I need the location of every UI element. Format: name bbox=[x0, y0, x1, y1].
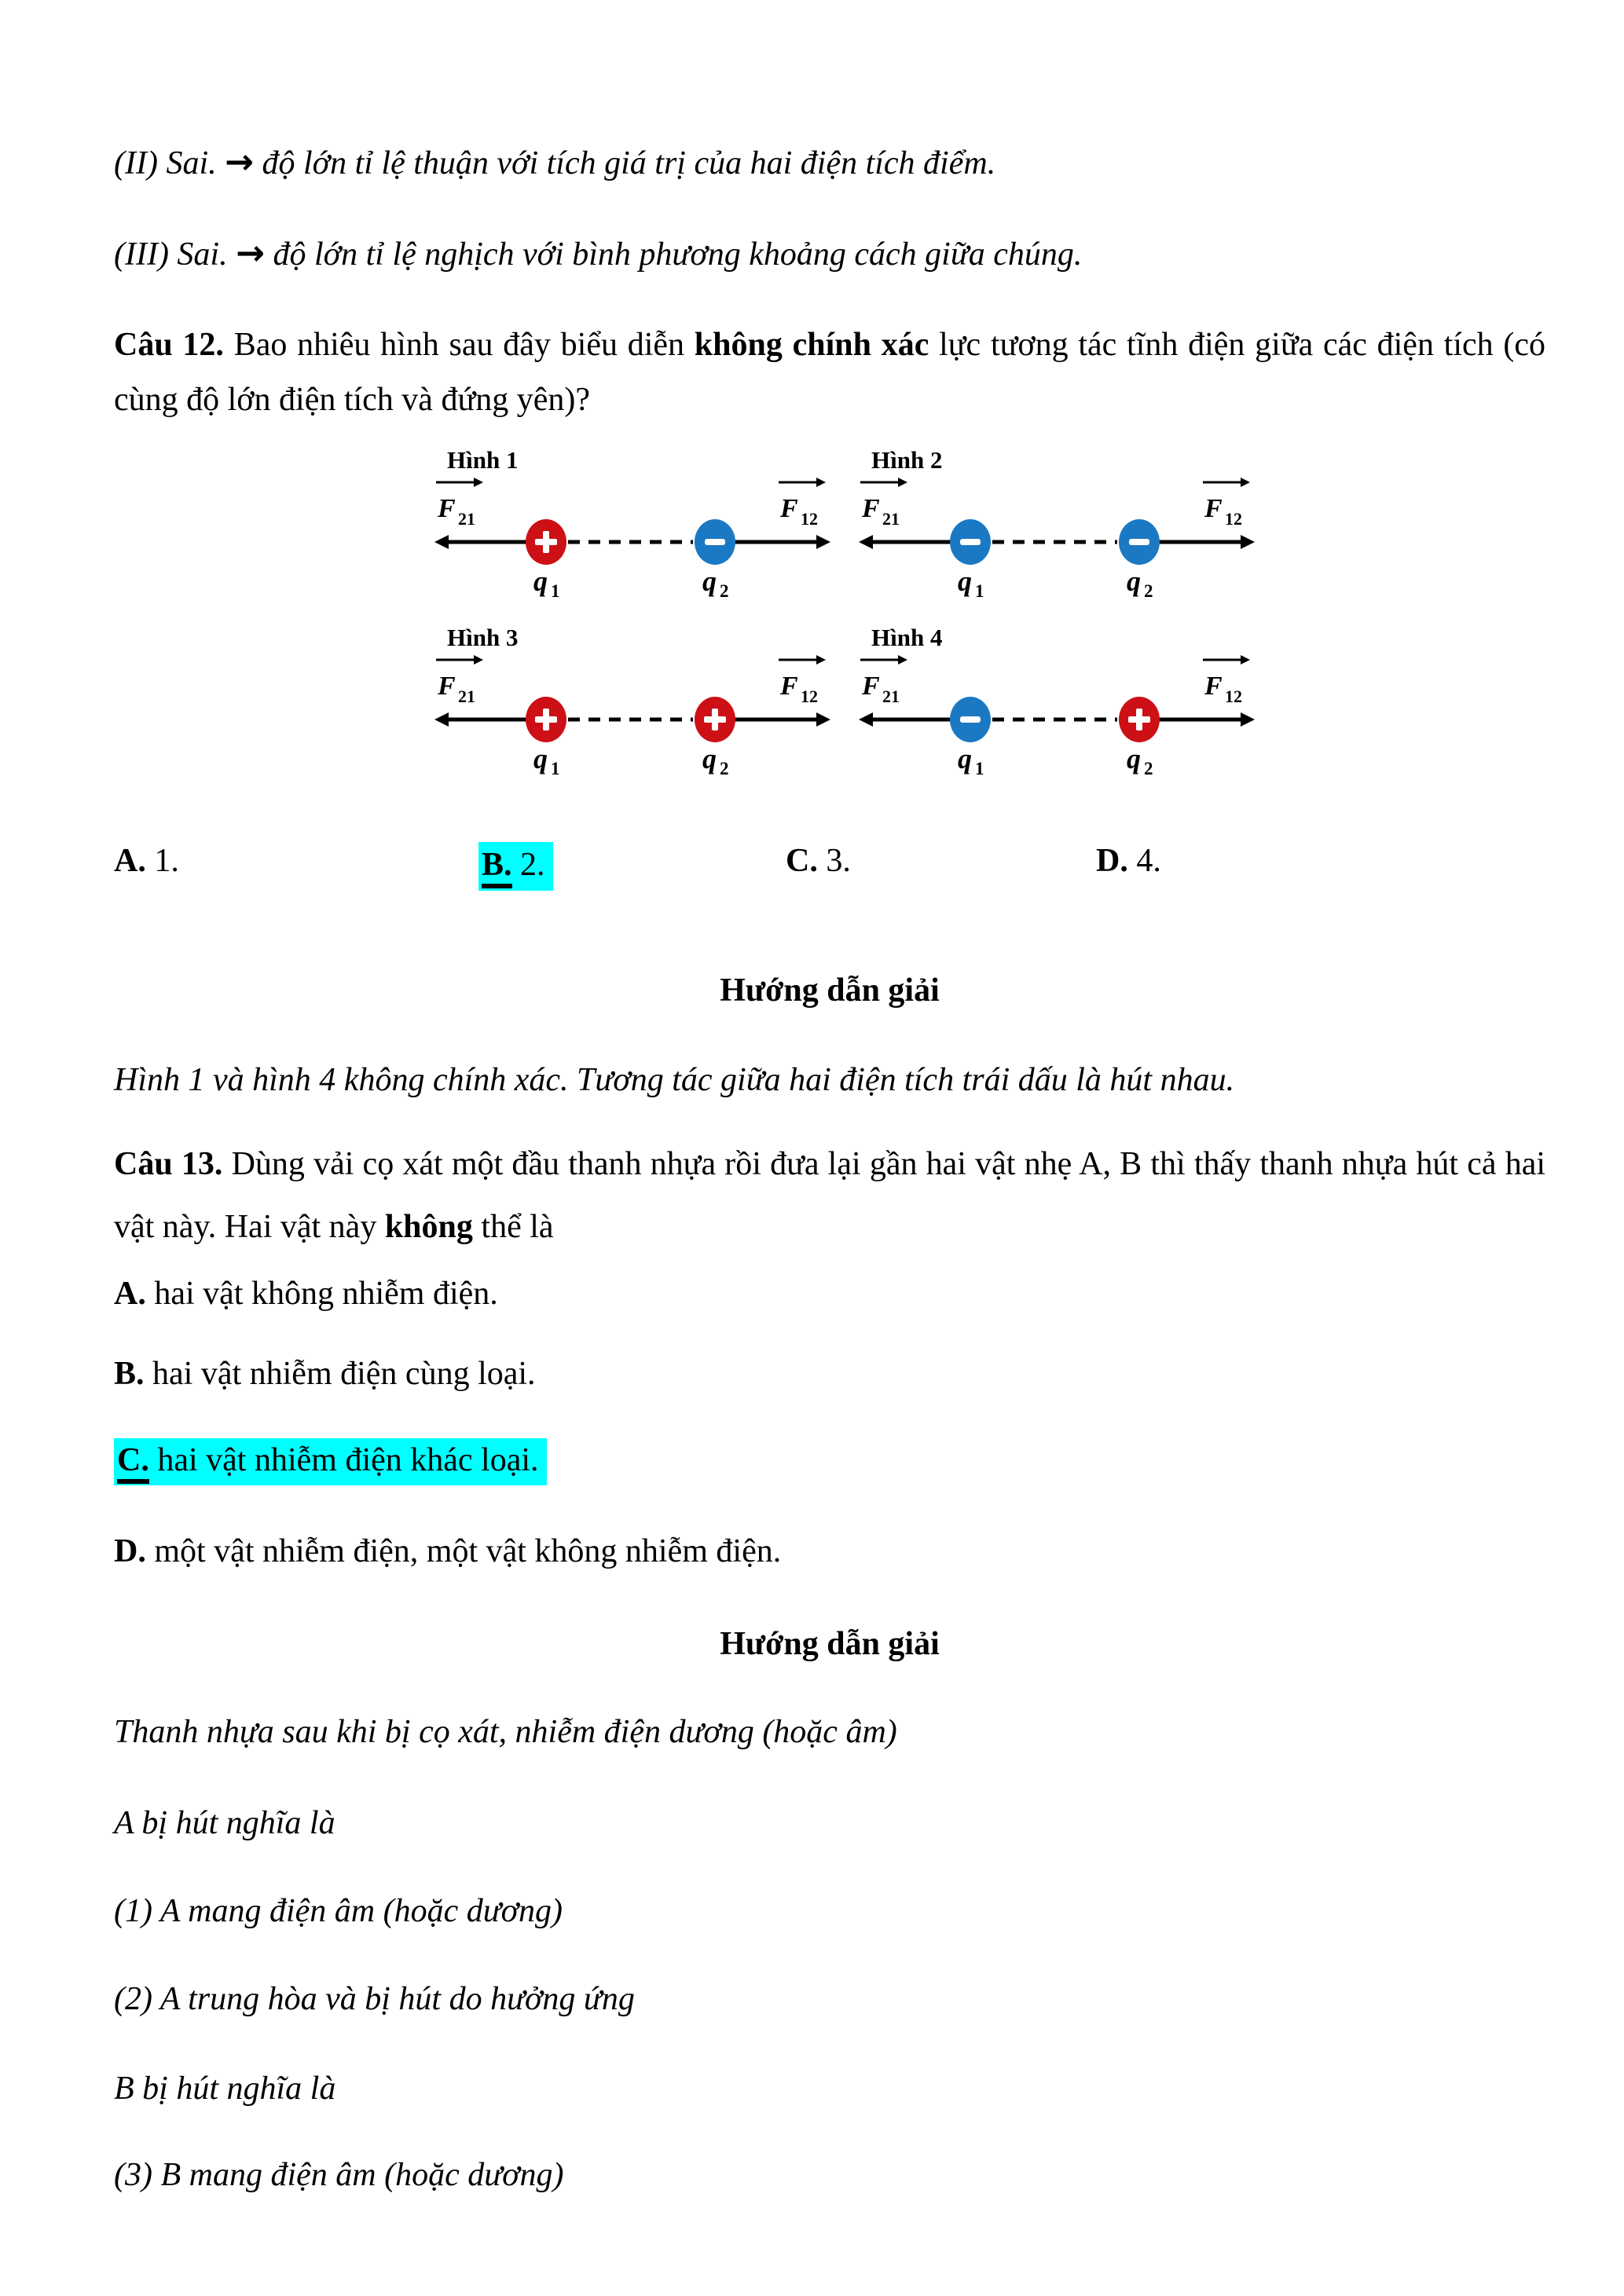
option-text: hai vật nhiễm điện cùng loại. bbox=[152, 1356, 536, 1392]
question-13-after: thể là bbox=[481, 1209, 554, 1245]
charge-label bbox=[702, 743, 729, 776]
force-arrow-right bbox=[1158, 712, 1255, 727]
svg-text:F: F bbox=[780, 494, 798, 523]
q12-option-a bbox=[114, 842, 179, 880]
q12-option-c bbox=[786, 842, 851, 880]
q13-solution-line-6: (3) B mang điện âm (hoặc dương) bbox=[114, 2157, 564, 2193]
plus-sign-icon bbox=[1136, 709, 1142, 731]
svg-text:21: 21 bbox=[882, 687, 900, 706]
solution-heading-2: Hướng dẫn giải bbox=[720, 1626, 940, 1662]
solution-note-iii bbox=[114, 226, 1545, 282]
q12-option-b bbox=[478, 842, 553, 891]
force-f12-label bbox=[779, 478, 826, 529]
subfigure-title: Hình 2 bbox=[871, 446, 943, 474]
subfigure-title: Hình 4 bbox=[871, 624, 943, 651]
force-f21-label bbox=[860, 478, 907, 529]
force-f12-label bbox=[779, 655, 826, 706]
force-arrow-right bbox=[1158, 535, 1255, 549]
option-text: 4. bbox=[1136, 843, 1161, 879]
q13-solution-line-3: (1) A mang điện âm (hoặc dương) bbox=[114, 1893, 563, 1929]
force-arrow-left bbox=[434, 535, 527, 549]
question-12-after: lực tương tác tĩnh điện giữa các điện tích (có cùng độ lớn điện tích và đứng yên)? bbox=[114, 327, 1546, 418]
q13-option-a bbox=[114, 1266, 1545, 1321]
svg-text:q: q bbox=[702, 566, 717, 597]
svg-text:F: F bbox=[438, 494, 456, 523]
question-13-text bbox=[114, 1133, 1545, 1258]
svg-text:F: F bbox=[862, 672, 880, 701]
svg-text:q: q bbox=[533, 566, 548, 597]
q13-solution-line-2: A bị hút nghĩa là bbox=[114, 1805, 335, 1841]
q12-solution-text: Hình 1 và hình 4 không chính xác. Tương tác giữa hai điện tích trái dấu là hút nhau. bbox=[114, 1062, 1235, 1098]
svg-text:F: F bbox=[438, 672, 456, 701]
charge-label bbox=[702, 566, 729, 599]
svg-text:q: q bbox=[958, 743, 972, 774]
svg-text:1: 1 bbox=[975, 581, 984, 599]
option-text: 3. bbox=[826, 843, 851, 879]
q13-solution-line-1: Thanh nhựa sau khi bị cọ xát, nhiễm điện dương (hoặc âm) bbox=[114, 1714, 897, 1750]
svg-text:F: F bbox=[862, 494, 880, 523]
svg-text:q: q bbox=[533, 743, 548, 774]
option-letter: B. bbox=[482, 847, 512, 888]
q13-option-d bbox=[114, 1524, 1545, 1579]
svg-text:12: 12 bbox=[801, 509, 818, 529]
q12-option-d bbox=[1096, 842, 1161, 880]
question-12-emphasis: không chính xác bbox=[694, 327, 929, 363]
question-13-before: Dùng vải cọ xát một đầu thanh nhựa rồi đưa lại gần hai vật nhẹ A, B thì thấy thanh nhựa hút cả hai vật này. Hai vật này bbox=[114, 1146, 1546, 1245]
q12-answer-row bbox=[114, 842, 1545, 905]
figure-hinh-3 bbox=[428, 611, 837, 776]
right-arrow-icon: → bbox=[236, 233, 265, 273]
svg-text:2: 2 bbox=[1144, 759, 1153, 776]
svg-text:F: F bbox=[780, 672, 798, 701]
option-letter: D. bbox=[114, 1533, 146, 1569]
svg-text:21: 21 bbox=[882, 509, 900, 529]
q13-solution-line-4: (2) A trung hòa và bị hút do hưởng ứng bbox=[114, 1981, 635, 2017]
force-f12-label bbox=[1203, 655, 1250, 706]
svg-text:2: 2 bbox=[720, 581, 729, 599]
svg-text:12: 12 bbox=[1225, 687, 1242, 706]
question-12-label: Câu 12. bbox=[114, 327, 224, 363]
question-12-before: Bao nhiêu hình sau đây biểu diễn bbox=[233, 327, 685, 363]
plus-sign-icon bbox=[543, 531, 549, 553]
option-letter: A. bbox=[114, 1276, 146, 1312]
question-13-emphasis: không bbox=[384, 1209, 473, 1245]
option-letter: A. bbox=[114, 843, 146, 879]
option-text: 1. bbox=[154, 843, 179, 879]
minus-sign-icon bbox=[705, 539, 725, 545]
charge-label bbox=[533, 743, 560, 776]
option-text: 2. bbox=[520, 847, 545, 883]
svg-text:q: q bbox=[1127, 566, 1141, 597]
question-12-text bbox=[114, 317, 1545, 427]
force-f21-label bbox=[436, 655, 483, 706]
svg-text:1: 1 bbox=[551, 581, 560, 599]
figure-hinh-4 bbox=[852, 611, 1261, 776]
force-f21-label bbox=[436, 478, 483, 529]
force-f12-label bbox=[1203, 478, 1250, 529]
svg-text:21: 21 bbox=[458, 687, 475, 706]
minus-sign-icon bbox=[1129, 539, 1149, 545]
q13-option-b bbox=[114, 1346, 1545, 1401]
minus-sign-icon bbox=[960, 539, 981, 545]
svg-text:q: q bbox=[958, 566, 972, 597]
svg-text:21: 21 bbox=[458, 509, 475, 529]
option-letter: C. bbox=[117, 1442, 149, 1484]
subfigure-title: Hình 3 bbox=[447, 624, 519, 651]
charge-label bbox=[958, 743, 984, 776]
note-ii-text: độ lớn tỉ lệ thuận với tích giá trị của hai điện tích điểm. bbox=[262, 145, 996, 181]
right-arrow-icon: → bbox=[225, 142, 254, 182]
svg-text:F: F bbox=[1204, 672, 1223, 701]
note-ii-prefix: (II) Sai. bbox=[114, 145, 217, 181]
minus-sign-icon bbox=[960, 716, 981, 723]
subfigure-title: Hình 1 bbox=[447, 446, 519, 474]
plus-sign-icon bbox=[712, 709, 718, 731]
q13-solution-line-5: B bị hút nghĩa là bbox=[114, 2071, 336, 2107]
svg-text:2: 2 bbox=[720, 759, 729, 776]
q13-option-c bbox=[114, 1433, 1545, 1488]
force-arrow-left bbox=[859, 535, 951, 549]
charge-label bbox=[958, 566, 984, 599]
svg-text:12: 12 bbox=[1225, 509, 1242, 529]
option-letter: C. bbox=[786, 843, 818, 879]
charge-label bbox=[1127, 566, 1153, 599]
svg-text:12: 12 bbox=[801, 687, 818, 706]
solution-note-ii bbox=[114, 135, 1545, 191]
svg-text:q: q bbox=[702, 743, 717, 774]
option-text: hai vật nhiễm điện khác loại. bbox=[157, 1442, 539, 1478]
plus-sign-icon bbox=[543, 709, 549, 731]
note-iii-text: độ lớn tỉ lệ nghịch với bình phương khoảng cách giữa chúng. bbox=[273, 236, 1083, 273]
option-text: hai vật không nhiễm điện. bbox=[154, 1276, 498, 1312]
svg-text:2: 2 bbox=[1144, 581, 1153, 599]
svg-text:F: F bbox=[1204, 494, 1223, 523]
solution-heading-1: Hướng dẫn giải bbox=[720, 972, 940, 1009]
force-arrow-left bbox=[434, 712, 527, 727]
charge-interaction-figure bbox=[428, 434, 1261, 776]
charge-label bbox=[533, 566, 560, 599]
svg-text:1: 1 bbox=[551, 759, 560, 776]
option-letter: B. bbox=[114, 1356, 145, 1392]
question-13-label: Câu 13. bbox=[114, 1146, 223, 1182]
figure-hinh-2 bbox=[852, 434, 1261, 599]
svg-text:1: 1 bbox=[975, 759, 984, 776]
force-arrow-left bbox=[859, 712, 951, 727]
option-text: một vật nhiễm điện, một vật không nhiễm điện. bbox=[154, 1533, 782, 1569]
force-arrow-right bbox=[734, 535, 830, 549]
force-arrow-right bbox=[734, 712, 830, 727]
force-f21-label bbox=[860, 655, 907, 706]
figure-hinh-1 bbox=[428, 434, 837, 599]
note-iii-prefix: (III) Sai. bbox=[114, 236, 228, 273]
option-letter: D. bbox=[1096, 843, 1128, 879]
charge-label bbox=[1127, 743, 1153, 776]
svg-text:q: q bbox=[1127, 743, 1141, 774]
